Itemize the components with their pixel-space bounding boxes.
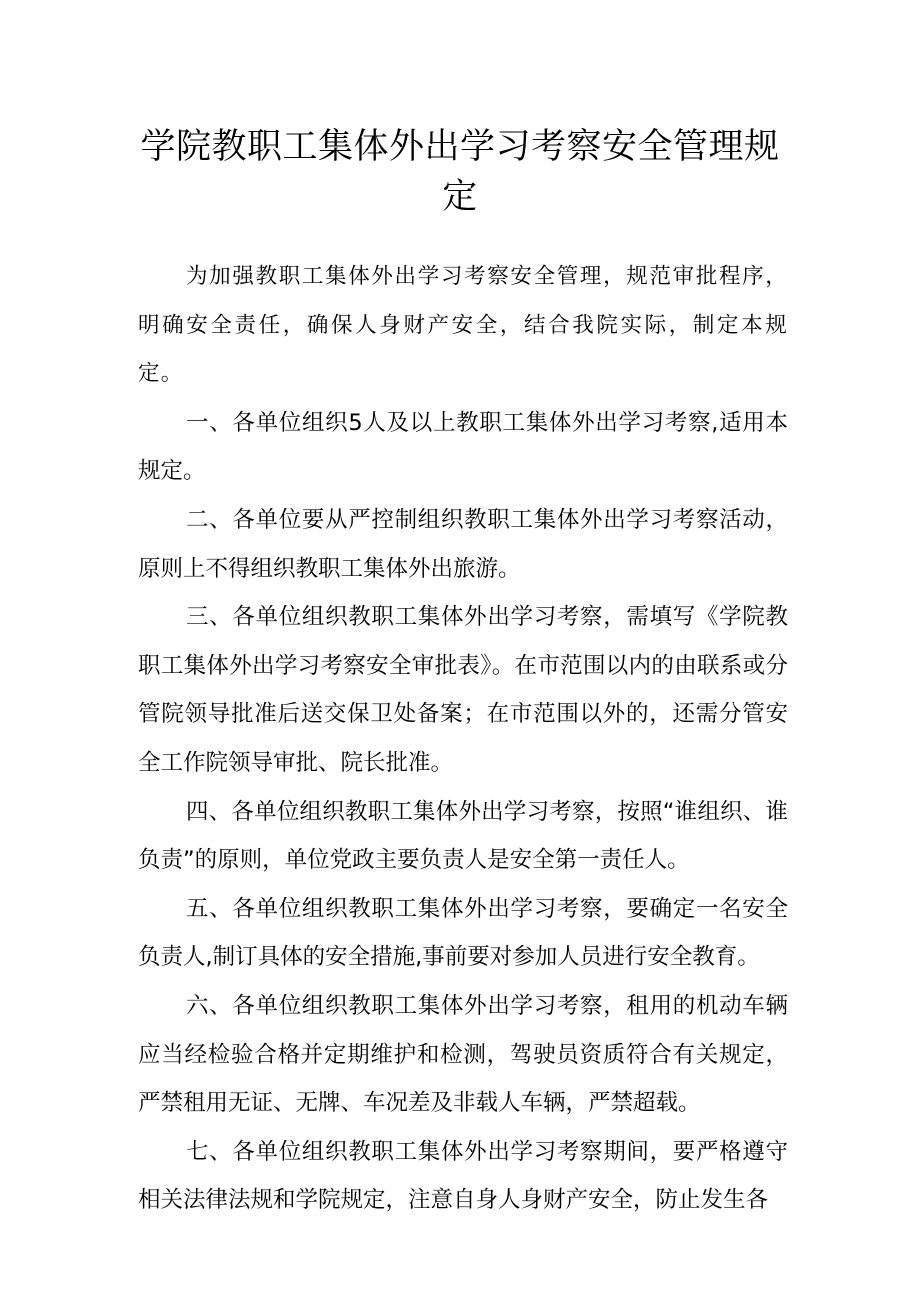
article-5: 五、各单位组织教职工集体外出学习考察，要确定一名安全负责人,制订具体的安全措施,事前要对参加人员进行安全教育。 (138, 895, 788, 971)
article-7: 七、各单位组织教职工集体外出学习考察期间，要严格遵守相关法律法规和学院规定，注意自身人身财产安全，防止发生各 (138, 1138, 788, 1214)
document-body (138, 253, 788, 1225)
article-4: 四、各单位组织教职工集体外出学习考察，按照“谁组织、谁负责”的原则，单位党政主要负责人是安全第一责任人。 (138, 798, 788, 874)
intro-paragraph: 为加强教职工集体外出学习考察安全管理，规范审批程序，明确安全责任，确保人身财产安全，结合我院实际，制定本规定。 (138, 264, 788, 387)
title-line-1: 学院教职工集体外出学习考察安全管理规 (140, 127, 780, 167)
title-line-2: 定 (442, 177, 478, 217)
article-2: 二、各单位要从严控制组织教职工集体外出学习考察活动，原则上不得组织教职工集体外出旅游。 (138, 506, 788, 582)
article-6: 六、各单位组织教职工集体外出学习考察，租用的机动车辆应当经检验合格并定期维护和检测，驾驶员资质符合有关规定，严禁租用无证、无牌、车况差及非载人车辆，严禁超载。 (138, 992, 788, 1117)
article-1: 一、各单位组织5人及以上教职工集体外出学习考察,适用本规定。 (138, 409, 788, 485)
article-3: 三、各单位组织教职工集体外出学习考察，需填写《学院教职工集体外出学习考察安全审批表》。在市范围以内的由联系或分管院领导批准后送交保卫处备案；在市范围以外的，还需分管安全工作院领导审批、院长批准。 (138, 604, 788, 776)
document-title (140, 122, 780, 222)
